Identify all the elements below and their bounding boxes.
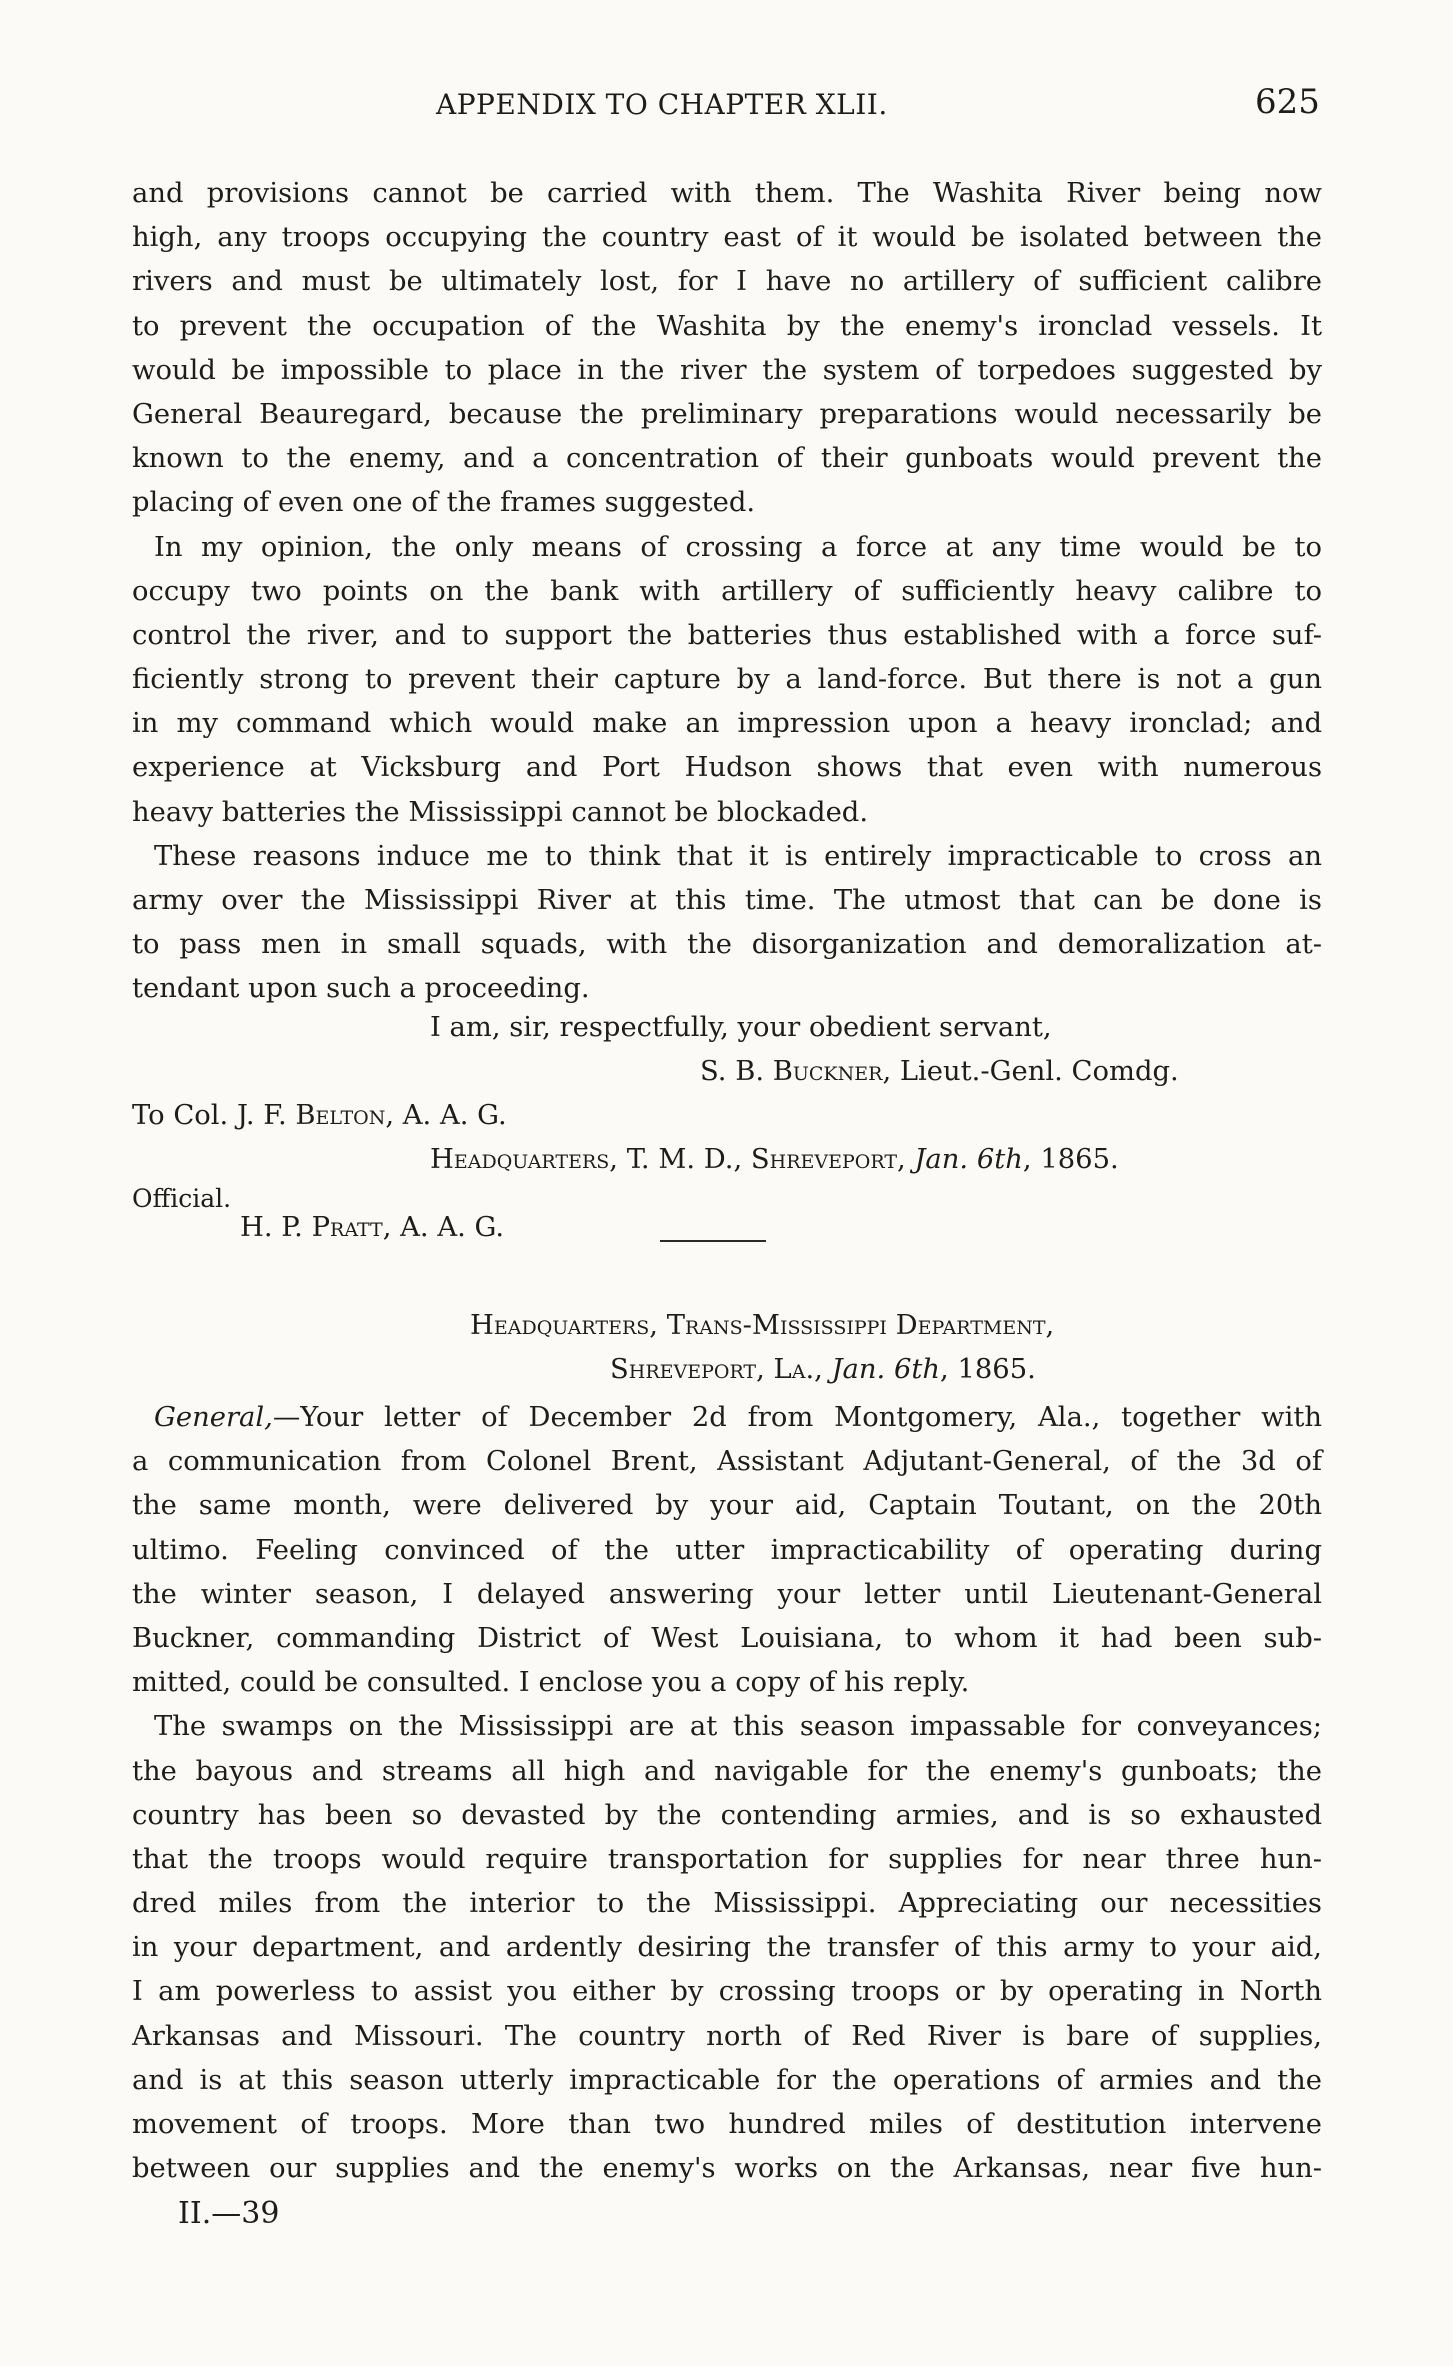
letter2-hq-sep: , — [649, 1310, 667, 1341]
salutation: General, — [154, 1402, 273, 1433]
text-line: a communication from Colonel Brent, Assistant Adjutant-General, of the 3d of — [132, 1446, 1322, 1478]
letter2-city: Shreveport — [610, 1354, 757, 1385]
text-line: the winter season, I delayed answering your letter until Lieutenant-General — [132, 1578, 1322, 1610]
text-line: Arkansas and Missouri. The country north of Red River is bare of supplies, — [132, 2020, 1322, 2052]
text-line: Buckner, commanding District of West Louisiana, to whom it had been sub- — [132, 1622, 1322, 1654]
letter2-city-sep: , — [756, 1354, 774, 1385]
text-line: heavy batteries the Mississippi cannot be blockaded. — [132, 796, 869, 828]
letter1-body — [132, 172, 1322, 1012]
letter2-lines — [132, 1440, 1322, 2191]
text-line: known to the enemy, and a concentration of their gunboats would prevent the — [132, 443, 1322, 475]
addressee-suffix: , A. A. G. — [385, 1100, 507, 1131]
letter2-year: , 1865. — [940, 1354, 1036, 1385]
text-line: I am powerless to assist you either by crossing troops or by operating in North — [132, 1976, 1322, 2008]
text-line: high, any troops occupying the country east of it would be isolated between the — [132, 222, 1322, 254]
running-head: APPENDIX TO CHAPTER XLII. — [436, 88, 888, 121]
text-line: to pass men in small squads, with the disorganization and demoralization at- — [132, 929, 1322, 961]
hq-year: , 1865. — [1022, 1144, 1119, 1175]
official-label: Official. — [132, 1184, 232, 1213]
text-line: These reasons induce me to think that it is entirely impracticable to cross an — [154, 840, 1322, 872]
letter2-department: Trans-Mississippi Department — [666, 1310, 1046, 1341]
letter2-hq: Headquarters — [470, 1310, 650, 1341]
text-line: rivers and must be ultimately lost, for I have no artillery of sufficient calibre — [132, 266, 1322, 298]
text-line: that the troops would require transportation for supplies for near three hun- — [132, 1843, 1322, 1875]
addressee-prefix: To Col. J. F. — [132, 1100, 296, 1131]
text-line: experience at Vicksburg and Port Hudson shows that even with numerous — [132, 752, 1322, 784]
letter2-heading-line1 — [470, 1310, 1054, 1341]
text-line: placing of even one of the frames suggested. — [132, 487, 756, 519]
text-line: occupy two points on the bank with artillery of sufficiently heavy calibre to — [132, 575, 1322, 607]
hq-sep: , — [897, 1144, 915, 1175]
addressee-line — [132, 1100, 507, 1131]
section-divider — [660, 1240, 766, 1242]
text-line: control the river, and to support the batteries thus established with a force suf- — [132, 619, 1322, 651]
signature-mark: II.—39 — [178, 2196, 280, 2231]
letter2-hq-comma: , — [1045, 1310, 1055, 1341]
official-initials: H. P. — [240, 1212, 312, 1243]
first-line-rest: —Your letter of December 2d from Montgomery, Ala., together with — [272, 1402, 1322, 1433]
hq-district: , T. M. D., — [609, 1144, 751, 1175]
text-line: In my opinion, the only means of crossing a force at any time would be to — [154, 531, 1322, 563]
text-line: ultimo. Feeling convinced of the utter impracticability of operating during — [132, 1534, 1322, 1566]
text-line: The swamps on the Mississippi are at this season impassable for conveyances; — [154, 1711, 1322, 1743]
text-line: in my command which would make an impression upon a heavy ironclad; and — [132, 708, 1322, 740]
signer-title: , Lieut.-Genl. Comdg. — [882, 1056, 1179, 1087]
letter2-state-sep: , — [814, 1354, 832, 1385]
text-line: and provisions cannot be carried with them. The Washita River being now — [132, 178, 1322, 209]
text-line: the bayous and streams all high and navigable for the enemy's gunboats; the — [132, 1755, 1322, 1787]
letter2-heading-line2 — [610, 1354, 1036, 1385]
text-line: the same month, were delivered by your aid, Captain Toutant, on the 20th — [132, 1490, 1322, 1522]
text-line: army over the Mississippi River at this time. The utmost that can be done is — [132, 885, 1322, 916]
hq-place: Shreveport — [750, 1144, 898, 1175]
signer-name: Buckner — [772, 1056, 883, 1087]
text-line: would be impossible to place in the river the system of torpedoes suggested by — [132, 354, 1322, 386]
official-name: Pratt — [311, 1212, 383, 1243]
hq-date: Jan. 6th — [914, 1144, 1023, 1175]
text-line: tendant upon such a proceeding. — [132, 973, 590, 1005]
text-line: country has been so devasted by the contending armies, and is so exhausted — [132, 1799, 1322, 1831]
text-line: ficiently strong to prevent their capture by a land-force. But there is not a gun — [132, 664, 1322, 696]
page-number: 625 — [1255, 82, 1320, 122]
text-line: in your department, and ardently desiring the transfer of this army to your aid, — [132, 1932, 1322, 1964]
letter2-body — [132, 1396, 1322, 2191]
text-line: between our supplies and the enemy's works on the Arkansas, near five hun- — [132, 2153, 1322, 2185]
headquarters-dateline-1 — [430, 1144, 1119, 1175]
hq-label: Headquarters — [430, 1144, 610, 1175]
letter2-first-line — [132, 1396, 1322, 1440]
text-line: to prevent the occupation of the Washita by the enemy's ironclad vessels. It — [132, 310, 1322, 342]
letter2-state: La. — [773, 1354, 815, 1385]
text-line: General Beauregard, because the preliminary preparations would necessarily be — [132, 398, 1322, 430]
signer-initials: S. B. — [700, 1056, 773, 1087]
signature-buckner — [700, 1056, 1179, 1087]
letter2-date: Jan. 6th — [831, 1354, 941, 1385]
closing-line: I am, sir, respectfully, your obedient servant, — [430, 1012, 1052, 1043]
addressee-name: Belton — [295, 1100, 386, 1131]
official-signature — [240, 1212, 504, 1243]
text-line: dred miles from the interior to the Mississippi. Appreciating our necessities — [132, 1888, 1322, 1920]
text-line: and is at this season utterly impracticable for the operations of armies and the — [132, 2064, 1322, 2096]
text-line: mitted, could be consulted. I enclose you a copy of his reply. — [132, 1667, 970, 1699]
text-line: movement of troops. More than two hundred miles of destitution intervene — [132, 2109, 1322, 2140]
official-suffix: , A. A. G. — [382, 1212, 505, 1243]
